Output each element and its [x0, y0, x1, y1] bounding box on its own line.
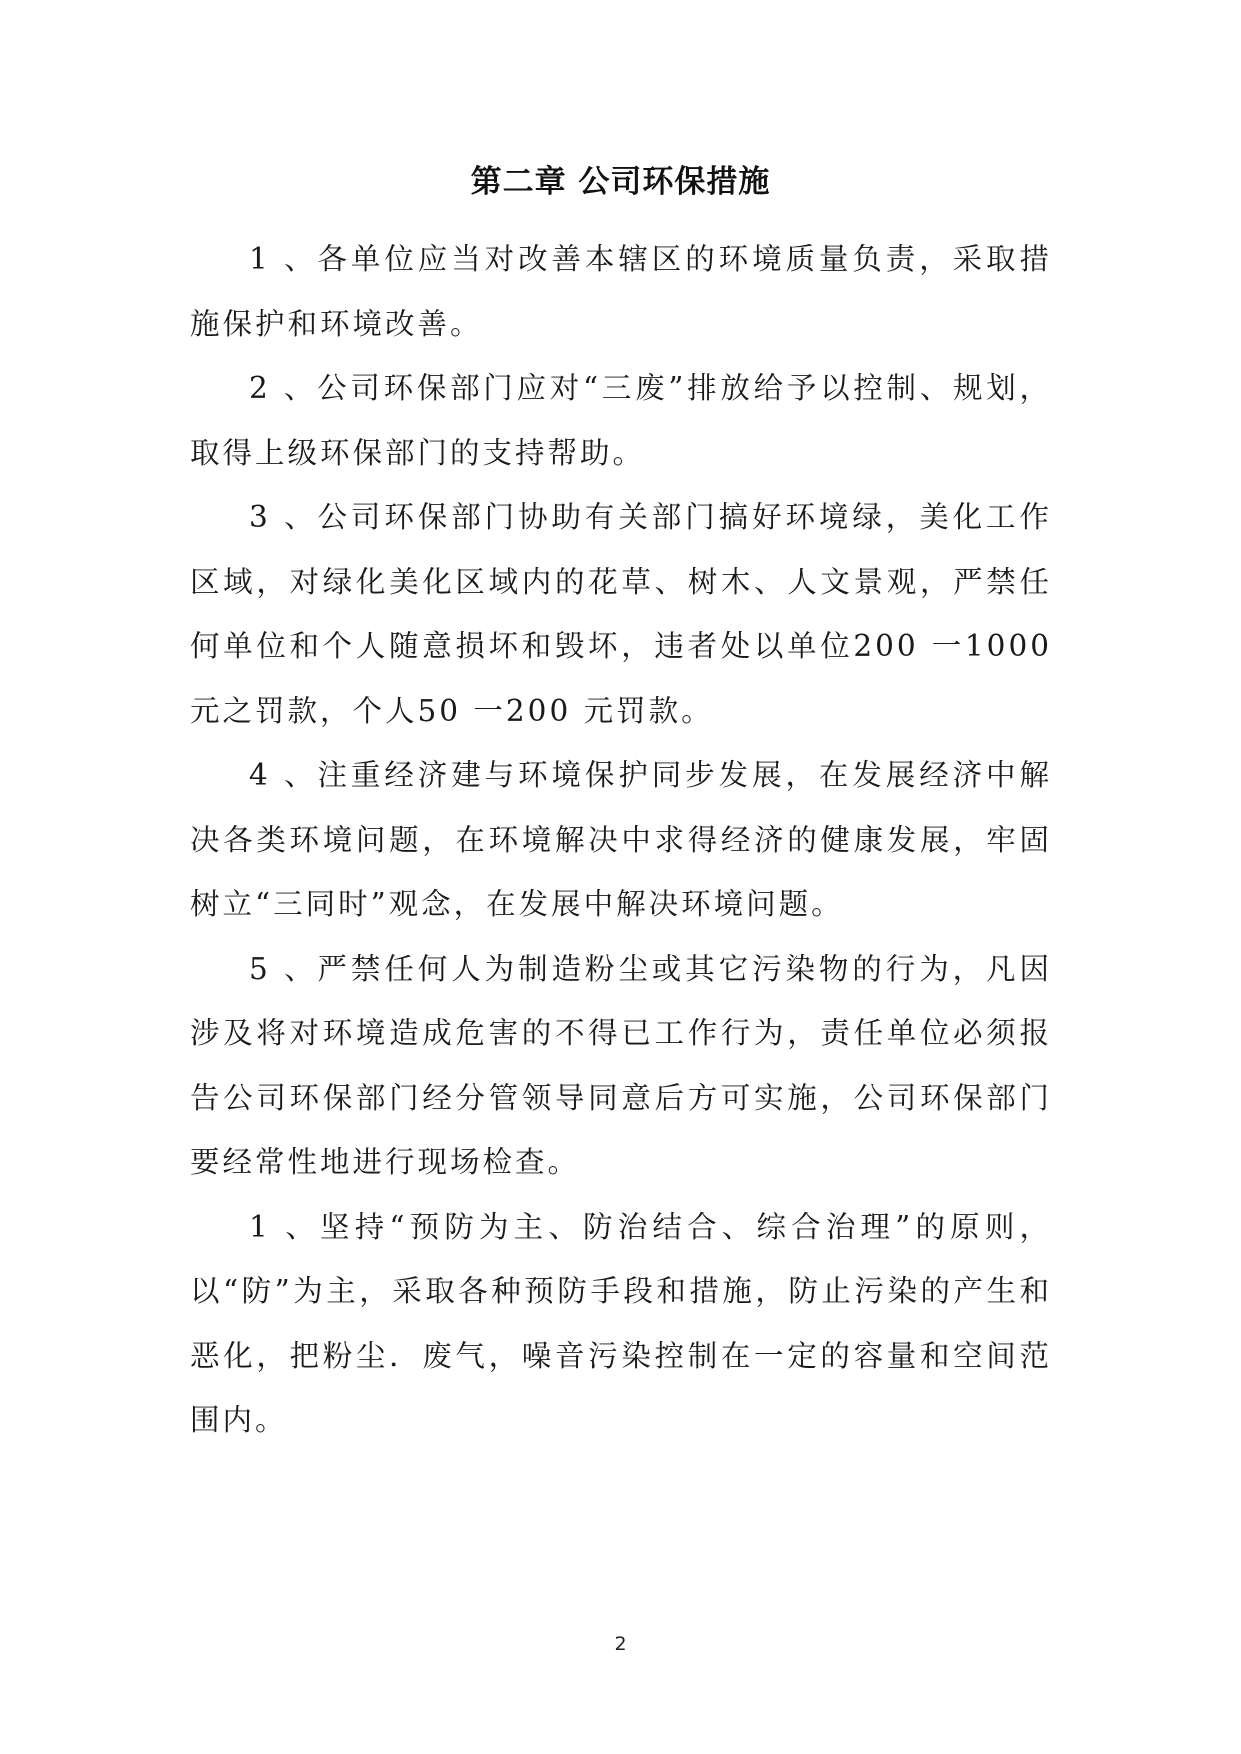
body-text — [190, 227, 1052, 1453]
paragraph-5: 5 、严禁任何人为制造粉尘或其它污染物的行为，凡因涉及将对环境造成危害的不得已工作行为，责任单位必须报告公司环保部门经分管领导同意后方可实施，公司环保部门要经常性地进行现场检查。 — [190, 951, 1052, 1179]
chapter-title: 第二章 公司环保措施 — [470, 164, 771, 200]
page-number: 2 — [614, 1633, 627, 1655]
paragraph-6: 1 、坚持“预防为主、防治结合、综合治理”的原则，以“防”为主，采取各种预防手段和措施，防止污染的产生和恶化，把粉尘．废气，噪音污染控制在一定的容量和空间范围内。 — [190, 1209, 1052, 1437]
paragraph-3: 3 、公司环保部门协助有关部门搞好环境绿，美化工作区域，对绿化美化区域内的花草、树木、人文景观，严禁任何单位和个人随意损坏和毁坏，违者处以单位200 一1000 元之罚款，个人50 一200 元罚款。 — [190, 500, 1052, 728]
paragraph-2: 2 、公司环保部门应对“三废”排放给予以控制、规划，取得上级环保部门的支持帮助。 — [190, 371, 1052, 470]
paragraph-4: 4 、注重经济建与环境保护同步发展，在发展经济中解决各类环境问题，在环境解决中求得经济的健康发展，牢固树立“三同时”观念，在发展中解决环境问题。 — [190, 758, 1052, 921]
paragraph-1: 1 、各单位应当对改善本辖区的环境质量负责，采取措施保护和环境改善。 — [190, 242, 1052, 341]
